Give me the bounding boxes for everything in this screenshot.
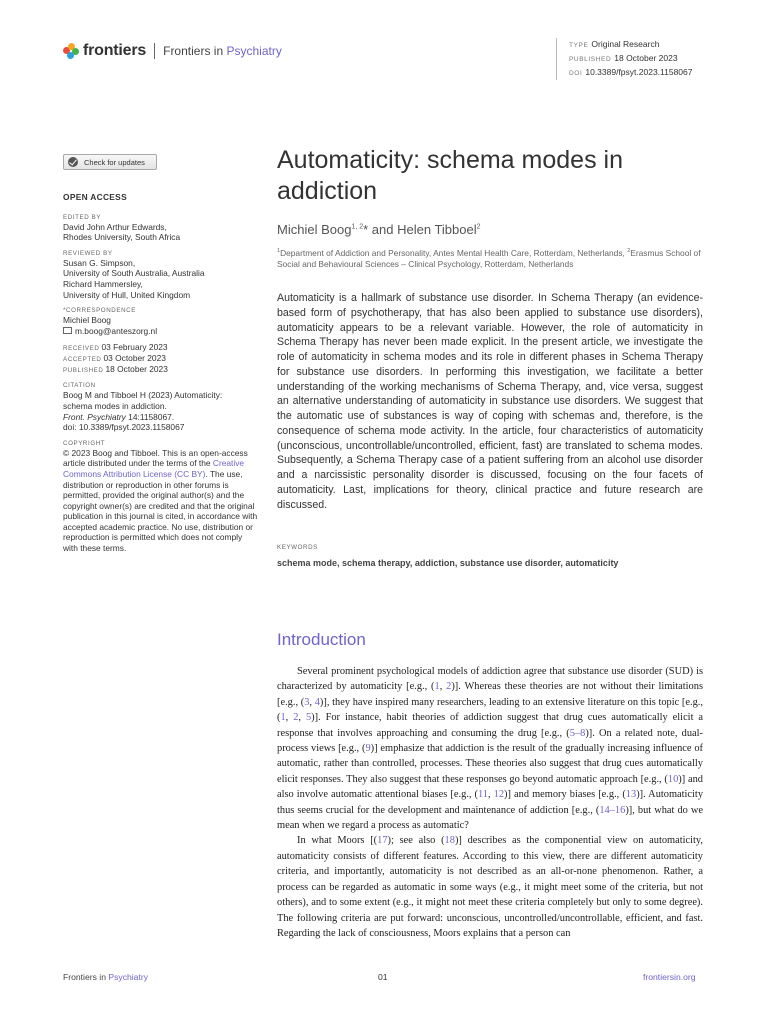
reviewed-by: REVIEWED BY Susan G. Simpson, University of South Australia, Australia Richard Hammersley, University of Hull, United Kingdom — [63, 249, 205, 300]
author-link[interactable]: Michiel Boog — [277, 222, 352, 237]
frontiers-logo-icon — [63, 43, 79, 59]
citation: CITATION Boog M and Tibboel H (2023) Automaticity: schema modes in addiction. Front. Psychiatry 14:1158067. doi: 10.3389/fpsyt.2023.1158067 — [63, 382, 223, 433]
correspondence-email[interactable]: m.boog@anteszorg.nl — [63, 326, 258, 337]
article-type: Original Research — [591, 39, 660, 49]
ref-link[interactable]: 11 — [477, 789, 488, 801]
ref-link[interactable]: 1 — [434, 681, 440, 693]
paragraph: In what Moors [(17); see also (18)] describes as the componential view on automaticity, automaticity consists of different features. According to this view, there are different automaticity criteria, and importantly, automaticity is not described as an all-or-none phenomenon. Rather, a process can be regarded as automatic in some ways (e.g., it might meet some of the criteria, but not others), and to some extent (e.g., it might not meet these criteria completely but only to some degree). The following criteria are put forward: unconscious, uncontrolled/uncontrollable, efficient, and fast. Regarding the lack of consciousness, Moors explains that a person can — [277, 835, 704, 939]
footer-site-link[interactable]: frontiersin.org — [643, 972, 696, 982]
ref-link[interactable]: 3 — [304, 696, 310, 708]
published-date: 18 October 2023 — [614, 53, 678, 63]
footer-journal[interactable]: Frontiers in Psychiatry — [63, 972, 149, 982]
abstract: Automaticity is a hallmark of substance use disorder. In Schema Therapy (an evidence-based form of psychotherapy, that has also been applied to substance use disorders), automaticity appears to be a relevant variable. However, the role of automaticity in Schema Therapy has never been made explicit. In the present article, we investigate the role of automaticity in schema modes and its role in different phases in Schema Therapy for substance use disorders. In performing this investigation, we facilitate a better understanding of the working mechanisms of Schema Therapy, and, vice versa, suggest an alternative understanding of automaticity in substance use disorders. We suggest that the automatic use of substances is way of coping with schemas and, therefore, is the consequence of schema mode activity. In the article, four characteristics of automaticity (unconscious, uncontrollable/uncontrolled, efficient, fast) are translated to schema modes. Subsequently, a Schema Therapy case of a patient suffering from an alcohol use disorder and a narcissistic personality disorder is discussed, focusing on the four facets of automaticity. Last, implications for theory, clinical practice and future research are discussed. — [277, 292, 703, 511]
frontiers-logo[interactable] — [63, 42, 282, 60]
brand-wordmark: frontiers — [83, 42, 147, 59]
open-access-label: OPEN ACCESS — [63, 192, 127, 202]
ref-link[interactable]: 2 — [446, 681, 452, 693]
ref-link[interactable]: 4 — [314, 696, 320, 708]
ref-link[interactable]: 5 — [305, 712, 312, 724]
copyright: COPYRIGHT © 2023 Boog and Tibboel. This is an open-access article distributed under the terms of the Creative Commons Attribution License (CC BY). The use, distribution or reproduction in other forums is permitted, provided the original author(s) and the copyright owner(s) are credited and that the original publication in this journal is cited, in accordance with accepted academic practice. No use, distribution or reproduction is permitted which does not comply with these terms. — [63, 439, 258, 554]
page-number: 01 — [378, 972, 388, 982]
section-heading-introduction: Introduction — [277, 630, 366, 649]
doi[interactable]: 10.3389/fpsyt.2023.1158067 — [585, 67, 693, 77]
ref-link[interactable]: 17 — [377, 835, 388, 847]
logo-divider — [154, 43, 155, 59]
keywords-label: KEYWORDS — [277, 544, 318, 551]
check-for-updates-button[interactable]: Check for updates — [63, 154, 157, 170]
ref-link[interactable]: 9 — [365, 743, 371, 755]
ref-link[interactable]: 10 — [667, 773, 679, 785]
paragraph: Several prominent psychological models of addiction agree that substance use disorder (SUD) is characterized by automaticity [e.g., (1, 2)]. Whereas these theories are not without their limitations [e.g., (3, 4)], they have inspired many researchers, leading to an extensive literature on this topic [e.g., (1, 2, 5)]. For instance, habit theories of addiction suggest that drug cues automatically elicit a response that involves approaching and consuming the drug [e.g., (5–8)]. On a related note, dual-process views [e.g., (9)] emphasize that addiction is the result of the gradually increasing influence of automatic, rather than controlled, processes. These theories also suggest that drug cues automatically elicit responses. They also suggest that these responses go beyond automatic approach [e.g., (10)] and also involve automatic attentional biases [e.g., (11, 12)] and memory biases [e.g., (13)]. Automaticity thus seems crucial for the development and maintenance of addiction [e.g., (14–16)], but what do we mean when we regard a process as automatic? — [277, 666, 704, 832]
article-meta: TYPE Original Research PUBLISHED 18 October 2023 DOI 10.3389/fpsyt.2023.1158067 — [556, 38, 693, 80]
article-title: Automaticity: schema modes in addiction — [277, 146, 623, 205]
ref-link[interactable]: 5–8 — [569, 727, 586, 739]
edited-by: EDITED BY David John Arthur Edwards, Rhodes University, South Africa — [63, 213, 181, 243]
correspondence: *CORRESPONDENCE Michiel Boog m.boog@anteszorg.nl — [63, 306, 258, 336]
article-info-sidebar — [63, 192, 258, 560]
authors: Michiel Boog$^{1, 2}$* and Helen Tibboel$^2$ — [277, 222, 481, 237]
mail-icon — [63, 327, 72, 334]
ref-link[interactable]: 18 — [444, 835, 455, 847]
ref-link[interactable]: 1 — [280, 712, 286, 724]
ref-link[interactable]: 13 — [625, 789, 637, 801]
affiliations: $^1$Department of Addiction and Personality, Antes Mental Health Care, Rotterdam, Netherlands, $^2$Erasmus School of Social and Behavioural Sciences – Clinical Psychology, Rotterdam, Netherlands — [277, 247, 701, 269]
journal-name[interactable]: Frontiers in Psychiatry — [163, 44, 282, 58]
keywords: schema mode, schema therapy, addiction, substance use disorder, automaticity — [277, 558, 619, 568]
check-icon — [68, 157, 78, 167]
ref-link[interactable]: 12 — [493, 789, 505, 801]
ref-link[interactable]: 14–16 — [599, 804, 626, 816]
cc-by-license-link[interactable]: Creative Commons Attribution License (CC BY) — [63, 458, 245, 479]
article-body — [277, 664, 703, 941]
dates: RECEIVED 03 February 2023 ACCEPTED 03 October 2023 PUBLISHED 18 October 2023 — [63, 342, 168, 375]
ref-link[interactable]: 2 — [293, 712, 299, 724]
author-link[interactable]: Helen Tibboel — [397, 222, 477, 237]
